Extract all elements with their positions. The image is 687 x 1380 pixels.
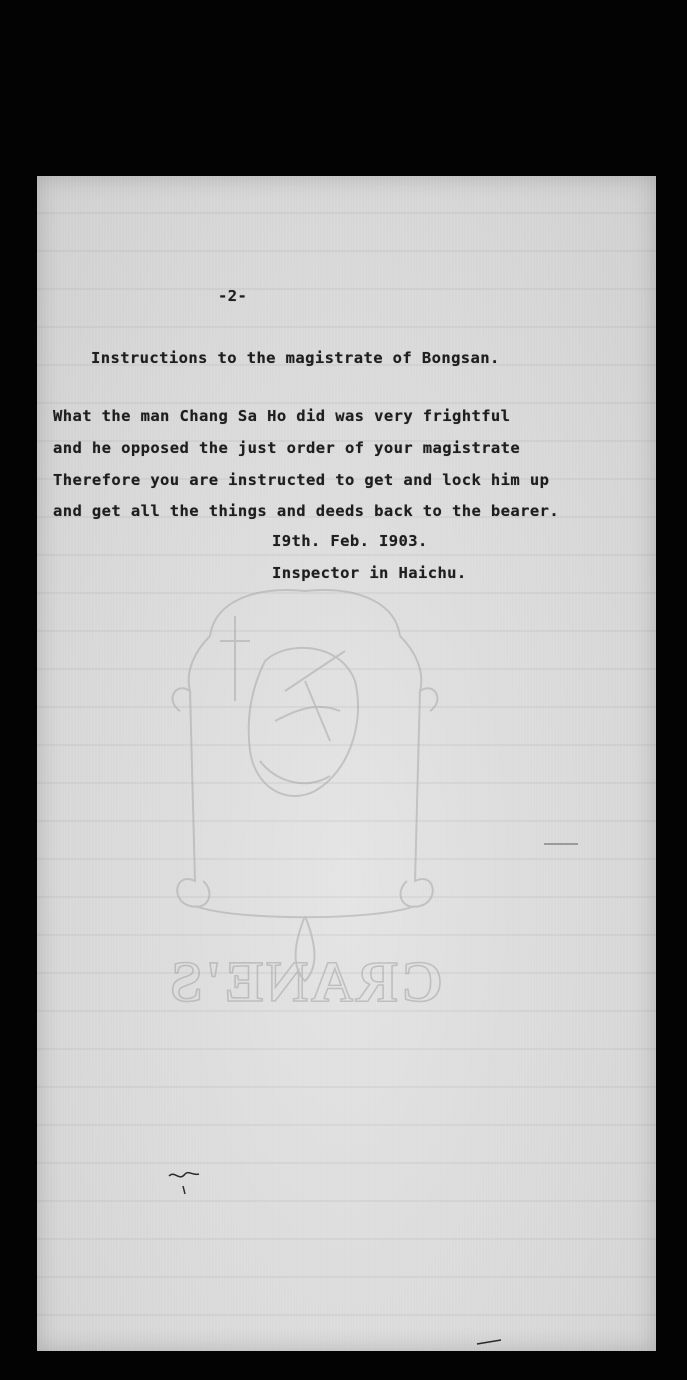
date-line: I9th. Feb. I903.	[272, 532, 428, 550]
body-line: and he opposed the just order of your magistrate	[53, 439, 521, 457]
signature-line: Inspector in Haichu.	[272, 564, 467, 582]
body-line: Therefore you are instructed to get and lock him up	[53, 471, 550, 489]
paper-watermark	[155, 581, 455, 1031]
pen-mark	[165, 1168, 205, 1208]
pen-mark	[475, 1336, 505, 1351]
document-heading: Instructions to the magistrate of Bongsan.	[91, 349, 500, 367]
pen-mark	[542, 839, 582, 849]
body-line: What the man Chang Sa Ho did was very frightful	[53, 407, 511, 425]
body-line: and get all the things and deeds back to the bearer.	[53, 502, 560, 520]
watermark-text: CRANE'S	[167, 949, 443, 1014]
page-number: -2-	[218, 287, 248, 305]
document-page	[37, 176, 656, 1351]
